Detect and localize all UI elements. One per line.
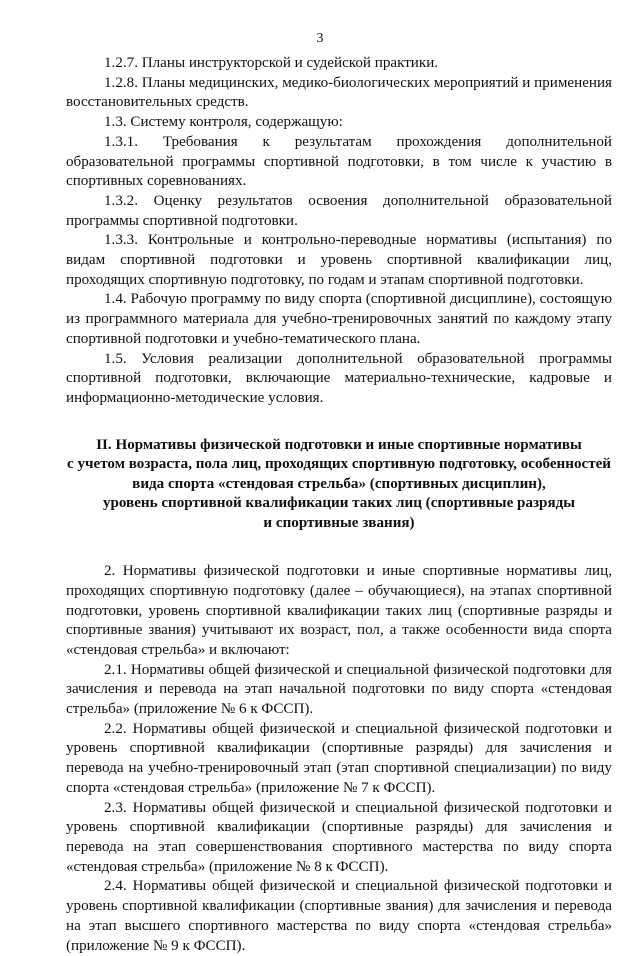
paragraph-1-3-1: 1.3.1. Требования к результатам прохождения дополнительной образовательной программы спортивной подготовки, в том числе к участию в спортивных соревнованиях. bbox=[66, 133, 612, 190]
section-heading-line: вида спорта «стендовая стрельба» (спортивных дисциплин), bbox=[132, 475, 546, 492]
section-heading-line: и спортивные звания) bbox=[263, 514, 415, 531]
section-heading bbox=[66, 436, 612, 534]
section-heading-line: с учетом возраста, пола лиц, проходящих спортивную подготовку, особенностей bbox=[66, 456, 611, 473]
paragraph-1-4: 1.4. Рабочую программу по виду спорта (спортивной дисциплине), состоящую из программного материала для учебно-тренировочных занятий по каждому этапу спортивной подготовки и учебно-тематического плана. bbox=[66, 291, 612, 347]
paragraph-2-4: 2.4. Нормативы общей физической и специальной физической подготовки и уровень спортивной квалификации (спортивные звания) для зачисления и перевода на этап высшего спортивного мастерства по виду спорта «стендовая стрельба» (приложение № 9 к ФССП). bbox=[66, 878, 612, 954]
paragraph-1-2-8: 1.2.8. Планы медицинских, медико-биологических мероприятий и применения восстановительных средств. bbox=[66, 74, 612, 111]
document-body bbox=[66, 54, 612, 956]
paragraph-2-3: 2.3. Нормативы общей физической и специальной физической подготовки и уровень спортивной квалификации (спортивные разряды) для зачисления и перевода на этап совершенствования спортивного мастерства по виду спорта «стендовая стрельба» (приложение № 8 к ФССП). bbox=[66, 799, 612, 875]
paragraph-2-2: 2.2. Нормативы общей физической и специальной физической подготовки и уровень спортивной квалификации (спортивные разряды) для зачисления и перевода на учебно-тренировочный этап (этап спортивной специализации) по виду спорта «стендовая стрельба» (приложение № 7 к ФССП). bbox=[66, 720, 612, 796]
page-number: 3 bbox=[316, 31, 324, 46]
paragraph-1-3-2: 1.3.2. Оценку результатов освоения дополнительной образовательной программы спортивной подготовки. bbox=[66, 192, 612, 229]
paragraph-1-5: 1.5. Условия реализации дополнительной образовательной программы спортивной подготовки, включающие материально-технические, кадровые и информационно-методические условия. bbox=[66, 350, 612, 406]
paragraph-1-2-7: 1.2.7. Планы инструкторской и судейской практики. bbox=[104, 55, 439, 71]
paragraph-2-1: 2.1. Нормативы общей физической и специальной физической подготовки для зачисления и перевода на этап начальной подготовки по виду спорта «стендовая стрельба» (приложение № 6 к ФССП). bbox=[66, 661, 612, 718]
paragraph-2: 2. Нормативы физической подготовки и иные спортивные нормативы лиц, проходящих спортивную подготовку (далее – обучающиеся), на этапах спортивной подготовки, уровень спортивной квалификации таких лиц (спортивные разряды и спортивные звания) учитывают их возраст, пол, а также особенности вида спорта «стендовая стрельба» и включают: bbox=[66, 563, 612, 658]
paragraph-1-3: 1.3. Систему контроля, содержащую: bbox=[104, 114, 343, 131]
section-heading-line: уровень спортивной квалификации таких лиц (спортивные разряды bbox=[102, 495, 576, 512]
paragraph-1-3-3: 1.3.3. Контрольные и контрольно-переводные нормативы (испытания) по видам спортивной подготовки и уровень спортивной квалификации лиц, проходящих спортивную подготовку, по годам и этапам спортивной подготовки. bbox=[66, 232, 612, 288]
section-heading-line: II. Нормативы физической подготовки и иные спортивные нормативы bbox=[96, 436, 582, 453]
